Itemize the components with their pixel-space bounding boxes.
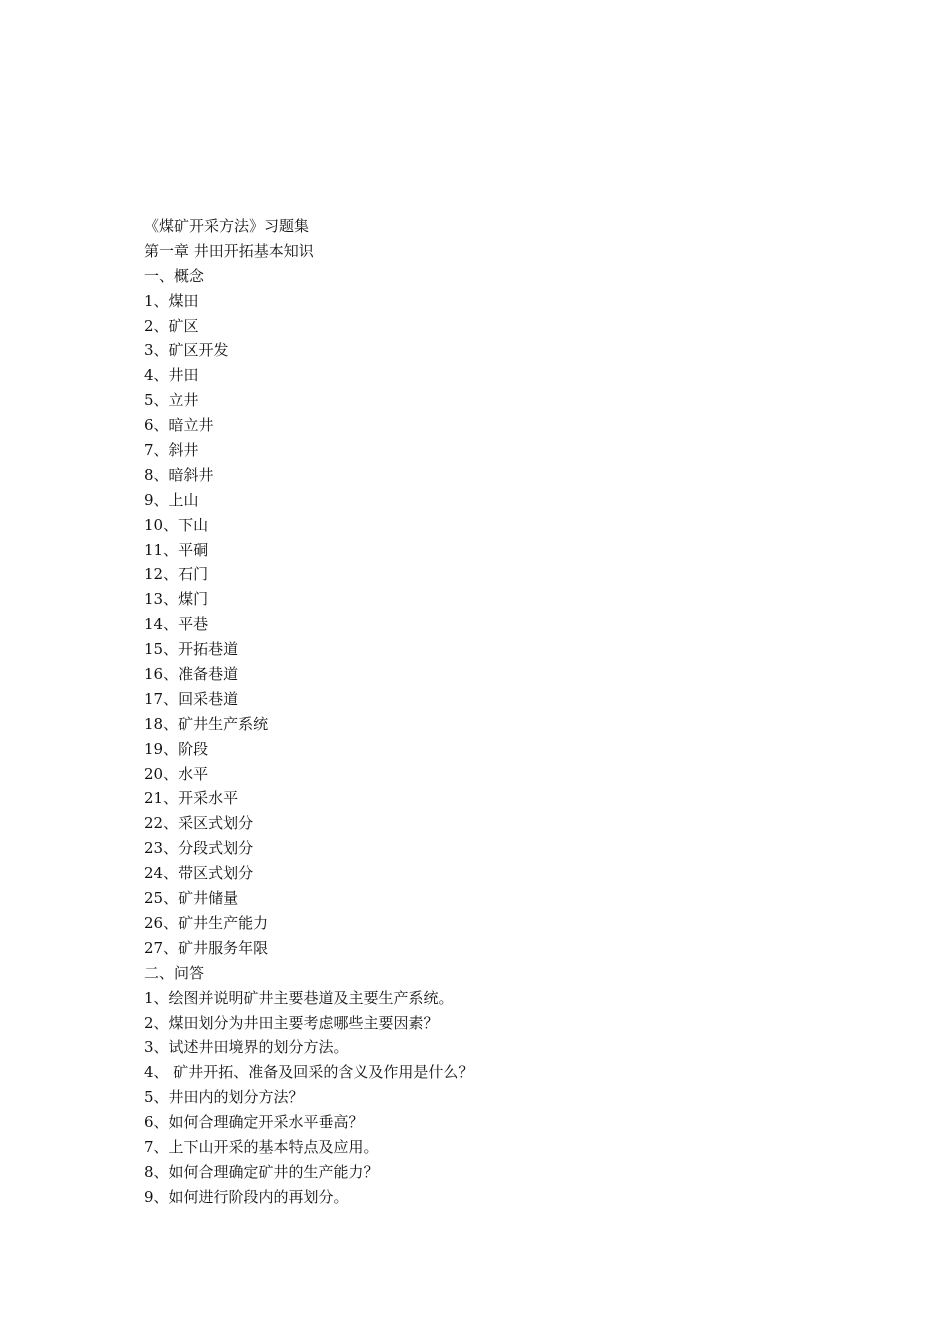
concept-item: 27、矿井服务年限 [144, 938, 269, 957]
section-heading-concepts: 一、概念 [144, 266, 205, 285]
concept-item: 17、回采巷道 [144, 689, 239, 708]
question-item: 6、如何合理确定开采水平垂高？ [144, 1113, 364, 1132]
concept-item: 25、矿井储量 [144, 889, 239, 908]
question-item: 7、上下山开采的基本特点及应用。 [144, 1137, 379, 1156]
concept-item: 10、下山 [144, 515, 209, 534]
concept-item: 20、水平 [144, 764, 209, 783]
concept-item: 9、上山 [144, 490, 199, 509]
question-item: 2、煤田划分为井田主要考虑哪些主要因素？ [144, 1013, 439, 1032]
concept-item: 6、暗立井 [144, 416, 214, 435]
concept-item: 18、矿井生产系统 [144, 714, 269, 733]
concept-item: 15、开拓巷道 [144, 640, 239, 659]
concept-item: 8、暗斜井 [144, 465, 214, 484]
section-heading-questions: 二、问答 [144, 963, 205, 982]
question-item: 3、试述井田境界的划分方法。 [144, 1038, 349, 1057]
concept-item: 5、立井 [144, 391, 199, 410]
question-item: 9、如何进行阶段内的再划分。 [144, 1187, 349, 1206]
concept-item: 21、开采水平 [144, 789, 239, 808]
concept-item: 26、矿井生产能力 [144, 913, 269, 932]
question-item: 1、绘图并说明矿井主要巷道及主要生产系统。 [144, 988, 454, 1007]
concept-list [144, 289, 844, 961]
concept-item: 3、矿区开发 [144, 341, 229, 360]
concept-item: 16、准备巷道 [144, 665, 239, 684]
concept-item: 19、阶段 [144, 739, 209, 758]
concept-item: 4、井田 [144, 366, 199, 385]
concept-item: 2、矿区 [144, 316, 199, 335]
document-body [144, 214, 844, 1210]
concept-item: 12、石门 [144, 565, 209, 584]
concept-item: 7、斜井 [144, 441, 199, 460]
concept-item: 23、分段式划分 [144, 839, 254, 858]
question-item: 5、井田内的划分方法？ [144, 1088, 304, 1107]
question-list [144, 986, 844, 1210]
question-item: 4、 矿井开拓、准备及回采的含义及作用是什么？ [144, 1063, 474, 1082]
concept-item: 11、平硐 [144, 540, 209, 559]
question-item: 8、如何合理确定矿井的生产能力？ [144, 1162, 379, 1181]
concept-item: 14、平巷 [144, 615, 209, 634]
document-title: 《煤矿开采方法》习题集 [144, 217, 310, 235]
concept-item: 24、带区式划分 [144, 864, 254, 883]
chapter-heading: 第一章 井田开拓基本知识 [144, 241, 314, 260]
concept-item: 13、煤门 [144, 590, 209, 609]
concept-item: 1、煤田 [144, 291, 199, 310]
concept-item: 22、采区式划分 [144, 814, 254, 833]
